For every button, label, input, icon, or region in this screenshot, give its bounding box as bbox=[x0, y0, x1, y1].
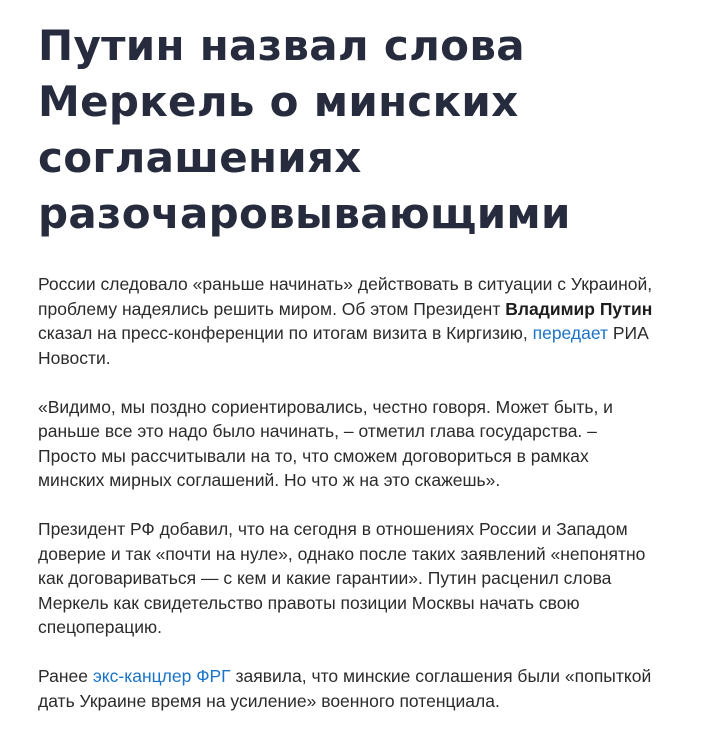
p2-line-4: минских мирных соглашений. Но что ж на это скажешь». bbox=[38, 470, 501, 490]
ex-chancellor-link[interactable]: экс-канцлер ФРГ bbox=[92, 666, 231, 686]
p4-line-1-text: Ранее bbox=[38, 666, 93, 686]
p2-line-3: Просто мы рассчитывали на то, что сможем договориться в рамках bbox=[38, 445, 589, 466]
paragraph-4 bbox=[38, 664, 688, 713]
paragraph-1 bbox=[38, 272, 688, 370]
p3-line-5: спецоперацию. bbox=[38, 617, 162, 637]
p3-line-4: Меркель как свидетельство правоты позиции Москвы начать свою bbox=[38, 592, 580, 613]
person-name-bold: Владимир Путин bbox=[505, 298, 653, 319]
p3-line-1: Президент РФ добавил, что на сегодня в отношениях России и Западом bbox=[38, 519, 628, 539]
p4-line-1 bbox=[38, 664, 688, 689]
source-link-peredaet[interactable]: передает bbox=[532, 323, 609, 343]
p1-line-3-text: сказал на пресс-конференции по итогам визита в Киргизию, bbox=[38, 323, 533, 343]
p3-line-2: доверие и так «почти на нуле», однако после таких заявлений «непонятно bbox=[38, 543, 646, 564]
p1-line-3-tail: РИА bbox=[608, 323, 649, 343]
headline-line-4: разочаровывающими bbox=[38, 189, 571, 238]
headline-line-2: Меркель о минских bbox=[38, 77, 519, 126]
article bbox=[38, 18, 688, 738]
p2-line-2: раньше все это надо было начинать, – отметил глава государства. – bbox=[38, 421, 597, 441]
headline-line-3: соглашениях bbox=[38, 133, 362, 182]
p4-line-1-tail: заявила, что минские соглашения были «попыткой bbox=[230, 666, 652, 686]
p1-line-3 bbox=[38, 321, 688, 346]
p3-line-3: как договариваться — с кем и какие гарантии». Путин расценил слова bbox=[38, 568, 612, 588]
paragraph-3 bbox=[38, 517, 688, 640]
p1-line-2-text: проблему надеялись решить миром. Об этом Президент bbox=[38, 298, 506, 319]
paragraph-2-quote bbox=[38, 395, 688, 493]
p2-line-1: «Видимо, мы поздно сориентировались, честно говоря. Может быть, и bbox=[38, 396, 613, 417]
headline-line-1: Путин назвал слова bbox=[38, 21, 525, 70]
p1-line-4: Новости. bbox=[38, 347, 111, 368]
p1-line-2 bbox=[38, 297, 688, 322]
p1-line-1: России следовало «раньше начинать» действовать в ситуации с Украиной, bbox=[38, 274, 653, 294]
p4-line-2: дать Украине время на усиление» военного потенциала. bbox=[38, 690, 500, 711]
article-headline bbox=[38, 18, 688, 242]
